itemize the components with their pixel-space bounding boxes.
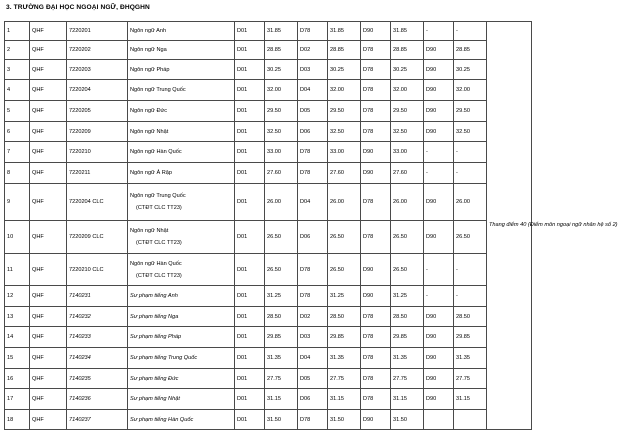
subject-group-1: D01 <box>235 60 265 80</box>
score-2: 30.25 <box>328 60 361 80</box>
major-name: Ngôn ngữ Trung Quốc <box>128 80 235 101</box>
score-3: 27.75 <box>391 369 424 389</box>
major-name <box>128 254 235 286</box>
subject-group-1: D01 <box>235 221 265 254</box>
subject-group-3: D78 <box>361 122 391 142</box>
school-code: QHF <box>30 101 67 122</box>
subject-group-4: D90 <box>424 122 454 142</box>
score-2: 33.00 <box>328 142 361 163</box>
major-name: Sư phạm tiếng Hàn Quốc <box>128 410 235 430</box>
subject-group-3: D90 <box>361 142 391 163</box>
subject-group-1: D01 <box>235 286 265 307</box>
table-row <box>5 221 532 254</box>
subject-group-3: D78 <box>361 41 391 60</box>
major-name: Ngôn ngữ Ả Rập <box>128 163 235 184</box>
table-row <box>5 122 532 142</box>
school-code: QHF <box>30 389 67 410</box>
school-code: QHF <box>30 122 67 142</box>
subject-group-2: D04 <box>298 80 328 101</box>
major-name: Ngôn ngữ Anh <box>128 22 235 41</box>
major-name: Sư phạm tiếng Anh <box>128 286 235 307</box>
school-code: QHF <box>30 254 67 286</box>
subject-group-1: D01 <box>235 307 265 327</box>
subject-group-3: D78 <box>361 101 391 122</box>
school-code: QHF <box>30 369 67 389</box>
row-number: 16 <box>5 369 30 389</box>
score-4: 27.75 <box>454 369 487 389</box>
table-row <box>5 22 532 41</box>
score-2: 26.50 <box>328 221 361 254</box>
score-2: 26.00 <box>328 184 361 221</box>
table-row <box>5 307 532 327</box>
subject-group-2: D04 <box>298 348 328 369</box>
subject-group-3: D78 <box>361 221 391 254</box>
score-1: 30.25 <box>265 60 298 80</box>
row-number: 15 <box>5 348 30 369</box>
school-code: QHF <box>30 348 67 369</box>
score-1: 26.50 <box>265 254 298 286</box>
subject-group-1: D01 <box>235 369 265 389</box>
score-3: 33.00 <box>391 142 424 163</box>
score-4: - <box>454 142 487 163</box>
row-number: 2 <box>5 41 30 60</box>
subject-group-4: - <box>424 286 454 307</box>
subject-group-3: D90 <box>361 286 391 307</box>
subject-group-4: D90 <box>424 60 454 80</box>
score-4: 28.85 <box>454 41 487 60</box>
admission-scores-table <box>4 21 618 430</box>
table-row <box>5 348 532 369</box>
score-1: 28.50 <box>265 307 298 327</box>
table-row <box>5 410 532 430</box>
major-code: 7220201 <box>67 22 128 41</box>
school-code: QHF <box>30 327 67 348</box>
score-3: 29.85 <box>391 327 424 348</box>
score-2: 29.85 <box>328 327 361 348</box>
score-2: 28.85 <box>328 41 361 60</box>
major-code: 7220204 <box>67 80 128 101</box>
school-code: QHF <box>30 142 67 163</box>
score-1: 26.00 <box>265 184 298 221</box>
subject-group-1: D01 <box>235 348 265 369</box>
score-2: 26.50 <box>328 254 361 286</box>
score-2: 29.50 <box>328 101 361 122</box>
subject-group-3: D78 <box>361 389 391 410</box>
subject-group-2: D03 <box>298 327 328 348</box>
score-3: 32.50 <box>391 122 424 142</box>
major-code: 7220202 <box>67 41 128 60</box>
score-3: 31.85 <box>391 22 424 41</box>
score-4: - <box>454 286 487 307</box>
subject-group-3: D78 <box>361 307 391 327</box>
subject-group-4: - <box>424 22 454 41</box>
score-1: 31.25 <box>265 286 298 307</box>
score-1: 31.50 <box>265 410 298 430</box>
score-4: 29.50 <box>454 101 487 122</box>
subject-group-1: D01 <box>235 41 265 60</box>
subject-group-1: D01 <box>235 163 265 184</box>
table-row <box>5 80 532 101</box>
subject-group-2: D04 <box>298 184 328 221</box>
score-1: 27.75 <box>265 369 298 389</box>
score-4 <box>454 410 487 430</box>
subject-group-4: D90 <box>424 80 454 101</box>
subject-group-2: D06 <box>298 389 328 410</box>
school-code: QHF <box>30 22 67 41</box>
score-3: 29.50 <box>391 101 424 122</box>
score-1: 31.15 <box>265 389 298 410</box>
row-number: 8 <box>5 163 30 184</box>
subject-group-1: D01 <box>235 122 265 142</box>
subject-group-1: D01 <box>235 389 265 410</box>
subject-group-4 <box>424 410 454 430</box>
table-row <box>5 142 532 163</box>
major-code: 7140234 <box>67 348 128 369</box>
major-name: Sư phạm tiếng Đức <box>128 369 235 389</box>
subject-group-1: D01 <box>235 80 265 101</box>
score-4: 31.35 <box>454 348 487 369</box>
subject-group-3: D78 <box>361 369 391 389</box>
table-row <box>5 184 532 221</box>
row-number: 17 <box>5 389 30 410</box>
scale-note: Thang điểm 40 (Điểm môn ngoại ngữ nhân hệ số 2) <box>487 22 532 430</box>
row-number: 3 <box>5 60 30 80</box>
score-4: - <box>454 254 487 286</box>
subject-group-1: D01 <box>235 327 265 348</box>
school-code: QHF <box>30 307 67 327</box>
score-1: 29.85 <box>265 327 298 348</box>
table-row <box>5 389 532 410</box>
row-number: 5 <box>5 101 30 122</box>
subject-group-3: D78 <box>361 80 391 101</box>
subject-group-3: D78 <box>361 60 391 80</box>
score-1: 31.35 <box>265 348 298 369</box>
score-2: 31.85 <box>328 22 361 41</box>
score-1: 27.60 <box>265 163 298 184</box>
school-code: QHF <box>30 163 67 184</box>
score-4: - <box>454 163 487 184</box>
major-name: Ngôn ngữ Nga <box>128 41 235 60</box>
subject-group-2: D78 <box>298 163 328 184</box>
score-3: 26.50 <box>391 221 424 254</box>
subject-group-3: D78 <box>361 184 391 221</box>
subject-group-3: D90 <box>361 410 391 430</box>
subject-group-1: D01 <box>235 410 265 430</box>
score-2: 27.60 <box>328 163 361 184</box>
row-number: 14 <box>5 327 30 348</box>
major-name-line: Ngôn ngữ Hàn Quốc <box>130 260 182 267</box>
score-3: 30.25 <box>391 60 424 80</box>
table-row <box>5 254 532 286</box>
major-code: 7220204 CLC <box>67 184 128 221</box>
program-note: (CTĐT CLC TT23) <box>136 205 182 211</box>
subject-group-3: D90 <box>361 163 391 184</box>
program-note: (CTĐT CLC TT23) <box>136 240 182 246</box>
major-name: Ngôn ngữ Pháp <box>128 60 235 80</box>
major-name: Ngôn ngữ Đức <box>128 101 235 122</box>
major-code: 7140235 <box>67 369 128 389</box>
subject-group-4: D90 <box>424 184 454 221</box>
subject-group-1: D01 <box>235 254 265 286</box>
major-name-line: Ngôn ngữ Nhật <box>130 228 169 234</box>
major-code: 7140233 <box>67 327 128 348</box>
score-3: 31.50 <box>391 410 424 430</box>
major-code: 7140232 <box>67 307 128 327</box>
subject-group-3: D78 <box>361 348 391 369</box>
score-3: 28.50 <box>391 307 424 327</box>
subject-group-4: D90 <box>424 307 454 327</box>
score-3: 31.15 <box>391 389 424 410</box>
school-code: QHF <box>30 60 67 80</box>
score-3: 27.60 <box>391 163 424 184</box>
score-4: 32.50 <box>454 122 487 142</box>
major-name-line: Ngôn ngữ Trung Quốc <box>130 193 186 199</box>
score-4: 30.25 <box>454 60 487 80</box>
major-code: 7220210 CLC <box>67 254 128 286</box>
table-row <box>5 286 532 307</box>
subject-group-1: D01 <box>235 142 265 163</box>
major-name: Sư phạm tiếng Nga <box>128 307 235 327</box>
score-4: 32.00 <box>454 80 487 101</box>
table-row <box>5 60 532 80</box>
subject-group-2: D03 <box>298 60 328 80</box>
subject-group-4: D90 <box>424 41 454 60</box>
subject-group-4: - <box>424 163 454 184</box>
score-3: 32.00 <box>391 80 424 101</box>
score-2: 32.00 <box>328 80 361 101</box>
score-4: 26.50 <box>454 221 487 254</box>
row-number: 12 <box>5 286 30 307</box>
row-number: 10 <box>5 221 30 254</box>
table-row <box>5 327 532 348</box>
score-2: 27.75 <box>328 369 361 389</box>
table-row <box>5 369 532 389</box>
row-number: 4 <box>5 80 30 101</box>
subject-group-1: D01 <box>235 22 265 41</box>
score-1: 29.50 <box>265 101 298 122</box>
major-name: Ngôn ngữ Hàn Quốc <box>128 142 235 163</box>
subject-group-2: D06 <box>298 122 328 142</box>
school-code: QHF <box>30 286 67 307</box>
major-code: 7220210 <box>67 142 128 163</box>
score-2: 32.50 <box>328 122 361 142</box>
subject-group-4: D90 <box>424 389 454 410</box>
score-1: 26.50 <box>265 221 298 254</box>
major-code: 7220203 <box>67 60 128 80</box>
subject-group-4: D90 <box>424 101 454 122</box>
subject-group-2: D05 <box>298 369 328 389</box>
major-code: 7220205 <box>67 101 128 122</box>
subject-group-4: - <box>424 142 454 163</box>
subject-group-2: D06 <box>298 221 328 254</box>
subject-group-1: D01 <box>235 101 265 122</box>
major-name: Ngôn ngữ Nhật <box>128 122 235 142</box>
score-4: 31.15 <box>454 389 487 410</box>
score-4: - <box>454 22 487 41</box>
score-1: 33.00 <box>265 142 298 163</box>
row-number: 11 <box>5 254 30 286</box>
subject-group-2: D78 <box>298 22 328 41</box>
score-1: 32.00 <box>265 80 298 101</box>
school-code: QHF <box>30 410 67 430</box>
score-3: 26.00 <box>391 184 424 221</box>
row-number: 7 <box>5 142 30 163</box>
score-2: 31.35 <box>328 348 361 369</box>
major-code: 7140231 <box>67 286 128 307</box>
major-name: Sư phạm tiếng Trung Quốc <box>128 348 235 369</box>
major-code: 7220209 <box>67 122 128 142</box>
school-code: QHF <box>30 221 67 254</box>
major-name: Sư phạm tiếng Nhật <box>128 389 235 410</box>
table-row <box>5 101 532 122</box>
subject-group-2: D78 <box>298 254 328 286</box>
program-note: (CTĐT CLC TT23) <box>136 272 182 279</box>
row-number: 6 <box>5 122 30 142</box>
subject-group-1: D01 <box>235 184 265 221</box>
subject-group-4: - <box>424 254 454 286</box>
subject-group-2: D02 <box>298 41 328 60</box>
score-1: 28.85 <box>265 41 298 60</box>
score-1: 32.50 <box>265 122 298 142</box>
subject-group-2: D78 <box>298 410 328 430</box>
row-number: 9 <box>5 184 30 221</box>
major-name <box>128 184 235 221</box>
score-4: 29.85 <box>454 327 487 348</box>
subject-group-3: D78 <box>361 327 391 348</box>
subject-group-4: D90 <box>424 348 454 369</box>
score-2: 28.50 <box>328 307 361 327</box>
row-number: 13 <box>5 307 30 327</box>
school-code: QHF <box>30 80 67 101</box>
score-4: 26.00 <box>454 184 487 221</box>
major-code: 7140237 <box>67 410 128 430</box>
score-2: 31.25 <box>328 286 361 307</box>
score-4: 28.50 <box>454 307 487 327</box>
subject-group-2: D05 <box>298 101 328 122</box>
score-3: 28.85 <box>391 41 424 60</box>
subject-group-4: D90 <box>424 221 454 254</box>
major-code: 7220211 <box>67 163 128 184</box>
subject-group-4: D90 <box>424 369 454 389</box>
subject-group-3: D90 <box>361 22 391 41</box>
table-row <box>5 163 532 184</box>
major-name <box>128 221 235 254</box>
section-title: 3. TRƯỜNG ĐẠI HỌC NGOẠI NGỮ, ĐHQGHN <box>6 4 150 11</box>
subject-group-2: D02 <box>298 307 328 327</box>
subject-group-2: D78 <box>298 286 328 307</box>
school-code: QHF <box>30 41 67 60</box>
score-1: 31.85 <box>265 22 298 41</box>
major-code: 7140236 <box>67 389 128 410</box>
score-2: 31.50 <box>328 410 361 430</box>
score-3: 26.50 <box>391 254 424 286</box>
score-3: 31.35 <box>391 348 424 369</box>
subject-group-3: D90 <box>361 254 391 286</box>
score-2: 31.15 <box>328 389 361 410</box>
subject-group-4: D90 <box>424 327 454 348</box>
school-code: QHF <box>30 184 67 221</box>
subject-group-2: D78 <box>298 142 328 163</box>
major-code: 7220209 CLC <box>67 221 128 254</box>
major-name: Sư phạm tiếng Pháp <box>128 327 235 348</box>
row-number: 1 <box>5 22 30 41</box>
table-row <box>5 41 532 60</box>
score-3: 31.25 <box>391 286 424 307</box>
row-number: 18 <box>5 410 30 430</box>
